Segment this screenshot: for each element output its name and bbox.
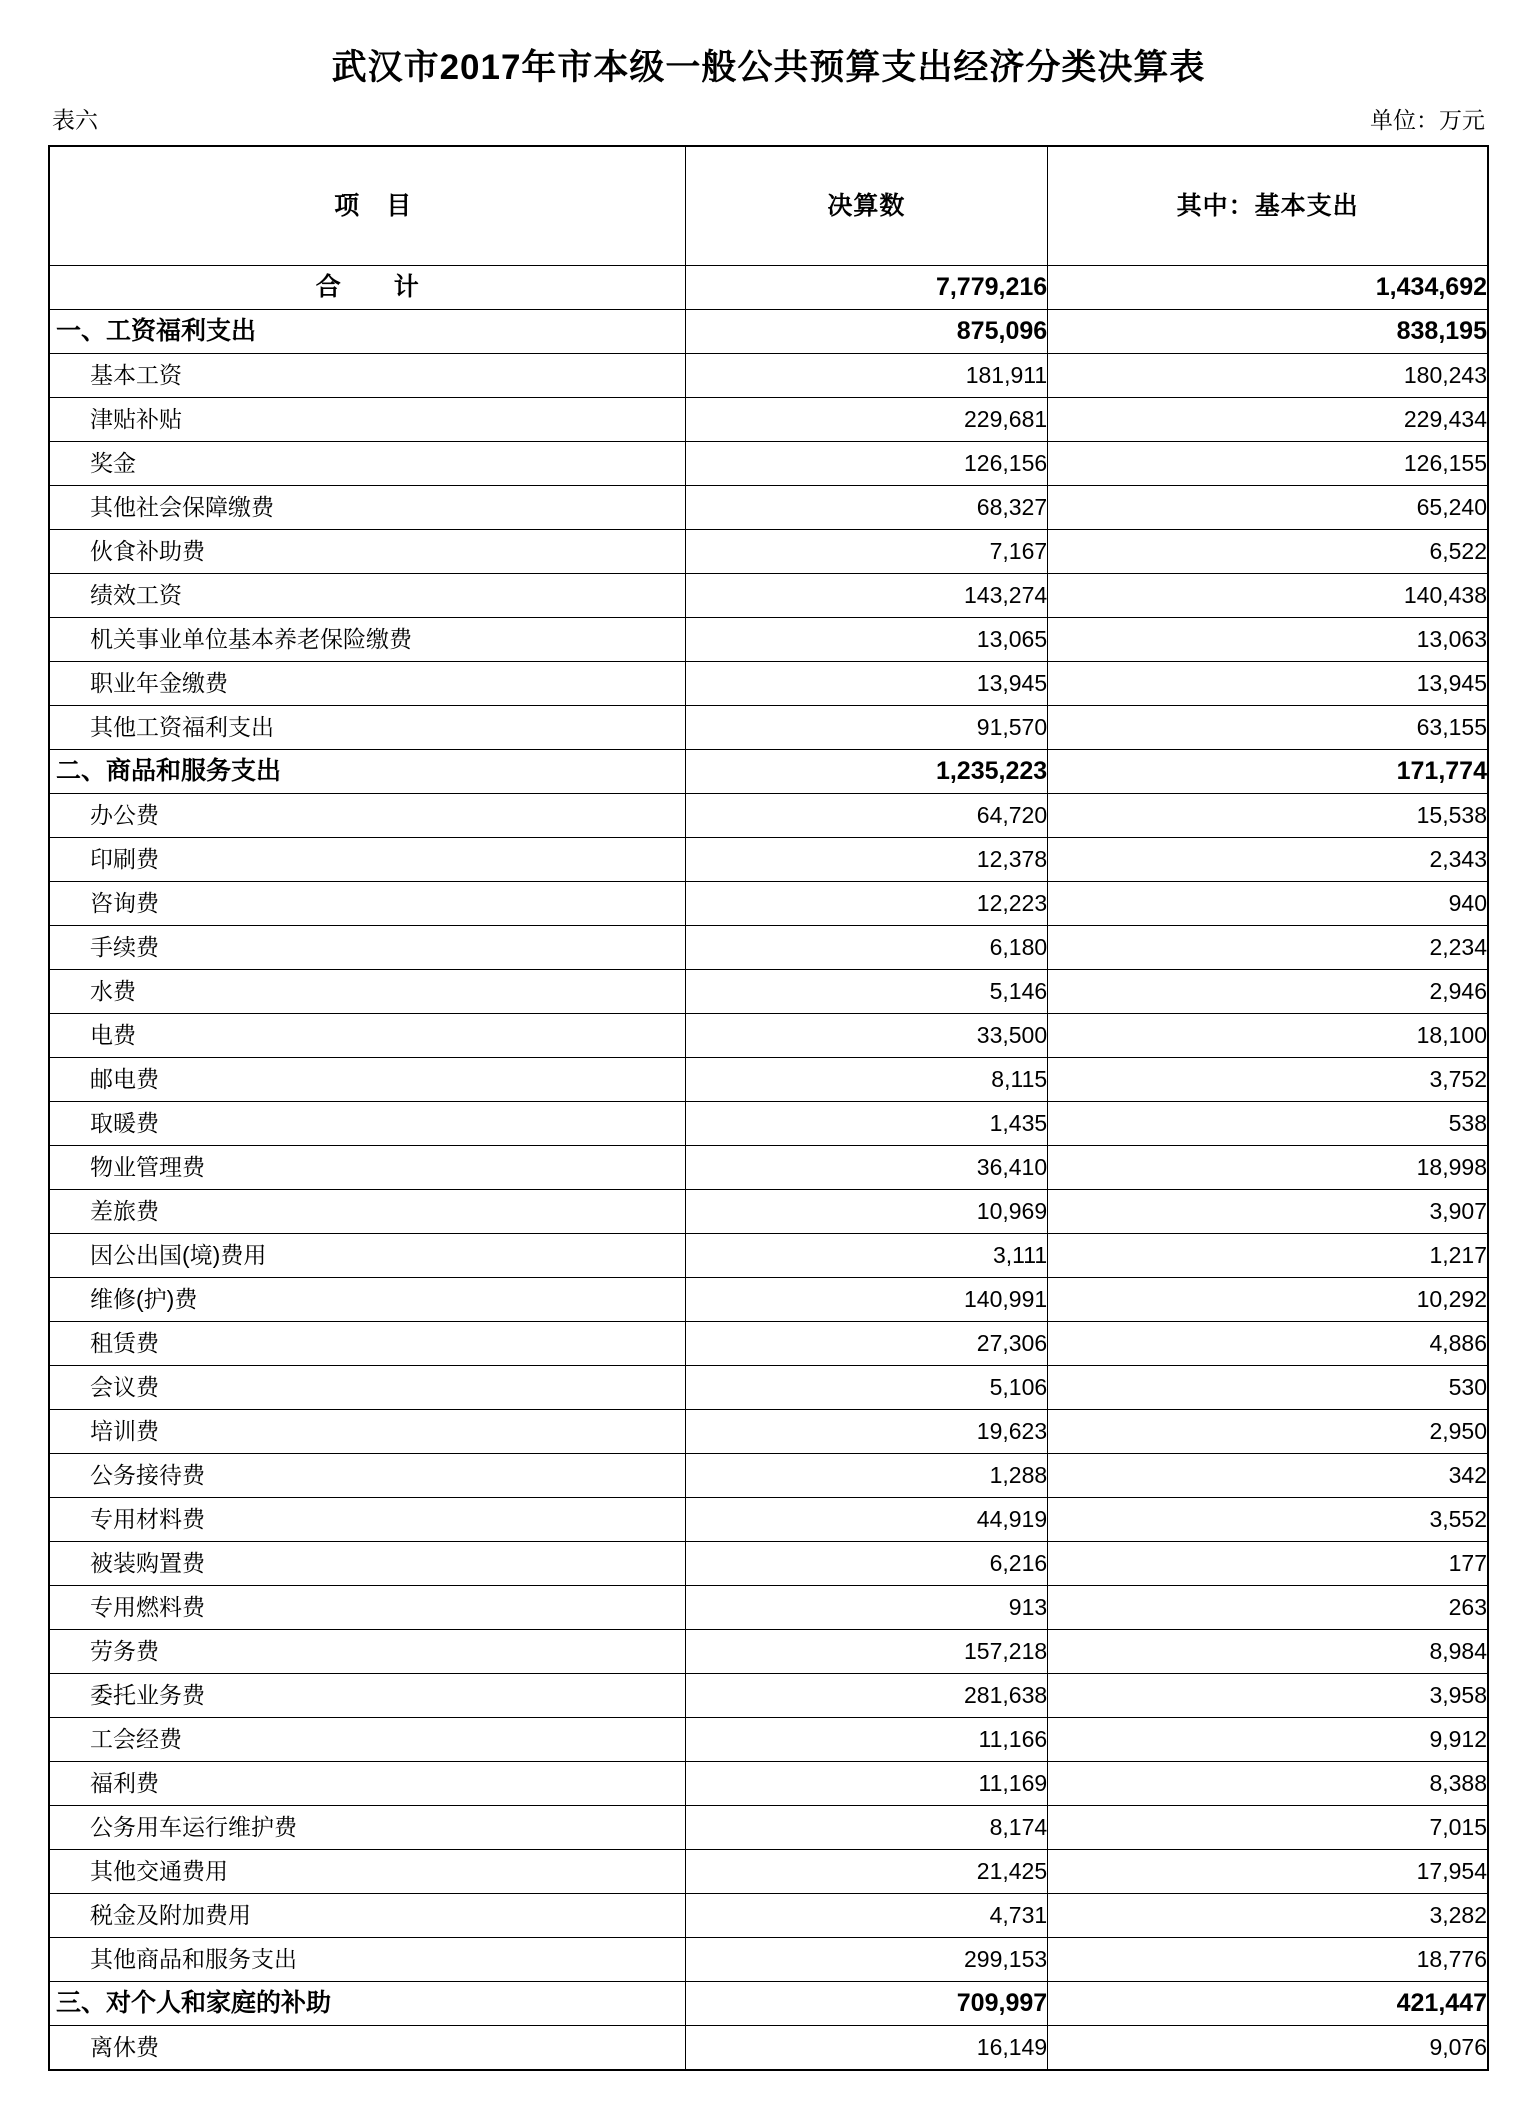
table-row <box>49 750 1488 794</box>
table-row <box>49 2026 1488 2071</box>
row-item-label: 因公出国(境)费用 <box>49 1234 685 1278</box>
row-value-basic: 538 <box>1048 1102 1488 1146</box>
row-item-label: 劳务费 <box>49 1630 685 1674</box>
row-value-basic: 3,907 <box>1048 1190 1488 1234</box>
row-item-label: 其他社会保障缴费 <box>49 486 685 530</box>
row-value-final: 7,167 <box>685 530 1048 574</box>
table-row <box>49 442 1488 486</box>
row-item-label: 税金及附加费用 <box>49 1894 685 1938</box>
table-row <box>49 794 1488 838</box>
table-meta-row <box>48 96 1489 145</box>
table-row <box>49 398 1488 442</box>
table-label: 表六 <box>52 107 98 133</box>
row-value-basic: 65,240 <box>1048 486 1488 530</box>
row-item-label: 会议费 <box>49 1366 685 1410</box>
row-value-basic: 126,155 <box>1048 442 1488 486</box>
row-value-final: 875,096 <box>685 310 1048 354</box>
row-item-label: 基本工资 <box>49 354 685 398</box>
row-item-label: 津贴补贴 <box>49 398 685 442</box>
row-value-final: 16,149 <box>685 2026 1048 2071</box>
table-row <box>49 1234 1488 1278</box>
row-value-basic: 342 <box>1048 1454 1488 1498</box>
row-value-final: 64,720 <box>685 794 1048 838</box>
row-item-label: 电费 <box>49 1014 685 1058</box>
row-value-basic: 2,343 <box>1048 838 1488 882</box>
row-value-basic: 421,447 <box>1048 1982 1488 2026</box>
table-row <box>49 838 1488 882</box>
row-item-label: 其他交通费用 <box>49 1850 685 1894</box>
row-value-final: 33,500 <box>685 1014 1048 1058</box>
row-value-final: 6,216 <box>685 1542 1048 1586</box>
row-value-basic: 940 <box>1048 882 1488 926</box>
row-value-basic: 1,434,692 <box>1048 266 1488 310</box>
row-value-basic: 4,886 <box>1048 1322 1488 1366</box>
table-row <box>49 1190 1488 1234</box>
row-value-basic: 229,434 <box>1048 398 1488 442</box>
row-item-label: 维修(护)费 <box>49 1278 685 1322</box>
row-value-final: 229,681 <box>685 398 1048 442</box>
table-row <box>49 662 1488 706</box>
row-value-final: 1,435 <box>685 1102 1048 1146</box>
table-row <box>49 1498 1488 1542</box>
row-value-basic: 15,538 <box>1048 794 1488 838</box>
row-value-final: 12,223 <box>685 882 1048 926</box>
row-value-final: 21,425 <box>685 1850 1048 1894</box>
row-value-final: 143,274 <box>685 574 1048 618</box>
row-value-basic: 7,015 <box>1048 1806 1488 1850</box>
row-item-label: 印刷费 <box>49 838 685 882</box>
row-item-label: 委托业务费 <box>49 1674 685 1718</box>
unit-label: 单位：万元 <box>1370 107 1485 133</box>
row-value-basic: 3,552 <box>1048 1498 1488 1542</box>
row-item-label: 物业管理费 <box>49 1146 685 1190</box>
row-value-basic: 63,155 <box>1048 706 1488 750</box>
row-value-final: 68,327 <box>685 486 1048 530</box>
row-value-final: 44,919 <box>685 1498 1048 1542</box>
table-row <box>49 1278 1488 1322</box>
row-item-label: 专用材料费 <box>49 1498 685 1542</box>
table-row <box>49 882 1488 926</box>
row-item-label: 租赁费 <box>49 1322 685 1366</box>
row-item-label: 其他商品和服务支出 <box>49 1938 685 1982</box>
row-value-final: 13,065 <box>685 618 1048 662</box>
row-item-label: 咨询费 <box>49 882 685 926</box>
row-value-final: 157,218 <box>685 1630 1048 1674</box>
table-body <box>49 266 1488 2071</box>
row-item-label: 一、工资福利支出 <box>49 310 685 354</box>
table-row <box>49 1586 1488 1630</box>
row-value-final: 1,288 <box>685 1454 1048 1498</box>
table-row <box>49 1146 1488 1190</box>
row-value-basic: 9,912 <box>1048 1718 1488 1762</box>
table-row <box>49 618 1488 662</box>
row-value-basic: 2,234 <box>1048 926 1488 970</box>
table-row <box>49 970 1488 1014</box>
row-value-final: 126,156 <box>685 442 1048 486</box>
column-header-item: 项 目 <box>49 146 685 266</box>
table-row <box>49 1366 1488 1410</box>
table-row <box>49 1938 1488 1982</box>
table-row <box>49 1674 1488 1718</box>
row-value-final: 140,991 <box>685 1278 1048 1322</box>
table-row <box>49 1014 1488 1058</box>
row-value-basic: 13,063 <box>1048 618 1488 662</box>
row-value-final: 6,180 <box>685 926 1048 970</box>
row-value-final: 8,174 <box>685 1806 1048 1850</box>
row-value-final: 13,945 <box>685 662 1048 706</box>
table-row <box>49 926 1488 970</box>
row-value-final: 36,410 <box>685 1146 1048 1190</box>
row-value-basic: 1,217 <box>1048 1234 1488 1278</box>
row-value-basic: 3,958 <box>1048 1674 1488 1718</box>
table-row <box>49 1894 1488 1938</box>
row-value-basic: 13,945 <box>1048 662 1488 706</box>
row-value-basic: 17,954 <box>1048 1850 1488 1894</box>
table-row <box>49 1058 1488 1102</box>
row-value-final: 5,146 <box>685 970 1048 1014</box>
row-value-basic: 6,522 <box>1048 530 1488 574</box>
table-row <box>49 354 1488 398</box>
row-value-basic: 177 <box>1048 1542 1488 1586</box>
row-value-basic: 2,950 <box>1048 1410 1488 1454</box>
table-row <box>49 1410 1488 1454</box>
row-value-basic: 140,438 <box>1048 574 1488 618</box>
row-item-label: 公务用车运行维护费 <box>49 1806 685 1850</box>
table-row <box>49 1850 1488 1894</box>
row-item-label: 工会经费 <box>49 1718 685 1762</box>
row-item-label: 合 计 <box>49 266 685 310</box>
row-item-label: 水费 <box>49 970 685 1014</box>
row-item-label: 培训费 <box>49 1410 685 1454</box>
row-value-final: 181,911 <box>685 354 1048 398</box>
row-value-final: 709,997 <box>685 1982 1048 2026</box>
row-item-label: 二、商品和服务支出 <box>49 750 685 794</box>
row-item-label: 三、对个人和家庭的补助 <box>49 1982 685 2026</box>
table-row <box>49 1630 1488 1674</box>
row-item-label: 手续费 <box>49 926 685 970</box>
table-row <box>49 486 1488 530</box>
row-value-final: 299,153 <box>685 1938 1048 1982</box>
row-value-basic: 9,076 <box>1048 2026 1488 2071</box>
row-value-basic: 18,100 <box>1048 1014 1488 1058</box>
row-item-label: 伙食补助费 <box>49 530 685 574</box>
row-item-label: 专用燃料费 <box>49 1586 685 1630</box>
row-value-basic: 2,946 <box>1048 970 1488 1014</box>
table-header <box>49 146 1488 266</box>
row-item-label: 公务接待费 <box>49 1454 685 1498</box>
table-row <box>49 1102 1488 1146</box>
table-row <box>49 310 1488 354</box>
row-item-label: 其他工资福利支出 <box>49 706 685 750</box>
row-value-basic: 18,998 <box>1048 1146 1488 1190</box>
table-row <box>49 574 1488 618</box>
row-item-label: 办公费 <box>49 794 685 838</box>
row-value-final: 10,969 <box>685 1190 1048 1234</box>
table-row <box>49 1718 1488 1762</box>
row-value-final: 5,106 <box>685 1366 1048 1410</box>
row-value-final: 12,378 <box>685 838 1048 882</box>
budget-table <box>48 145 1489 2071</box>
table-row <box>49 1762 1488 1806</box>
row-value-basic: 180,243 <box>1048 354 1488 398</box>
row-value-basic: 8,984 <box>1048 1630 1488 1674</box>
table-row <box>49 1982 1488 2026</box>
table-row <box>49 1542 1488 1586</box>
row-value-final: 11,166 <box>685 1718 1048 1762</box>
column-header-value1: 决算数 <box>685 146 1048 266</box>
row-value-basic: 530 <box>1048 1366 1488 1410</box>
row-value-basic: 10,292 <box>1048 1278 1488 1322</box>
row-value-basic: 3,752 <box>1048 1058 1488 1102</box>
row-item-label: 绩效工资 <box>49 574 685 618</box>
row-item-label: 邮电费 <box>49 1058 685 1102</box>
row-value-final: 8,115 <box>685 1058 1048 1102</box>
row-value-basic: 3,282 <box>1048 1894 1488 1938</box>
table-row <box>49 1806 1488 1850</box>
table-row <box>49 706 1488 750</box>
row-value-basic: 263 <box>1048 1586 1488 1630</box>
row-value-basic: 838,195 <box>1048 310 1488 354</box>
row-item-label: 奖金 <box>49 442 685 486</box>
column-header-value2: 其中：基本支出 <box>1048 146 1488 266</box>
table-header-row <box>49 146 1488 266</box>
row-value-final: 11,169 <box>685 1762 1048 1806</box>
row-value-final: 3,111 <box>685 1234 1048 1278</box>
row-value-final: 27,306 <box>685 1322 1048 1366</box>
row-item-label: 职业年金缴费 <box>49 662 685 706</box>
table-row <box>49 1454 1488 1498</box>
row-item-label: 差旅费 <box>49 1190 685 1234</box>
row-item-label: 离休费 <box>49 2026 685 2071</box>
row-item-label: 被装购置费 <box>49 1542 685 1586</box>
row-value-final: 91,570 <box>685 706 1048 750</box>
table-row <box>49 266 1488 310</box>
row-value-final: 7,779,216 <box>685 266 1048 310</box>
row-value-final: 913 <box>685 1586 1048 1630</box>
row-item-label: 福利费 <box>49 1762 685 1806</box>
row-value-basic: 171,774 <box>1048 750 1488 794</box>
row-value-basic: 18,776 <box>1048 1938 1488 1982</box>
row-item-label: 机关事业单位基本养老保险缴费 <box>49 618 685 662</box>
row-value-basic: 8,388 <box>1048 1762 1488 1806</box>
page-title: 武汉市2017年市本级一般公共预算支出经济分类决算表 <box>331 48 1206 87</box>
table-row <box>49 530 1488 574</box>
row-value-final: 19,623 <box>685 1410 1048 1454</box>
row-item-label: 取暖费 <box>49 1102 685 1146</box>
row-value-final: 1,235,223 <box>685 750 1048 794</box>
row-value-final: 4,731 <box>685 1894 1048 1938</box>
row-value-final: 281,638 <box>685 1674 1048 1718</box>
table-row <box>49 1322 1488 1366</box>
